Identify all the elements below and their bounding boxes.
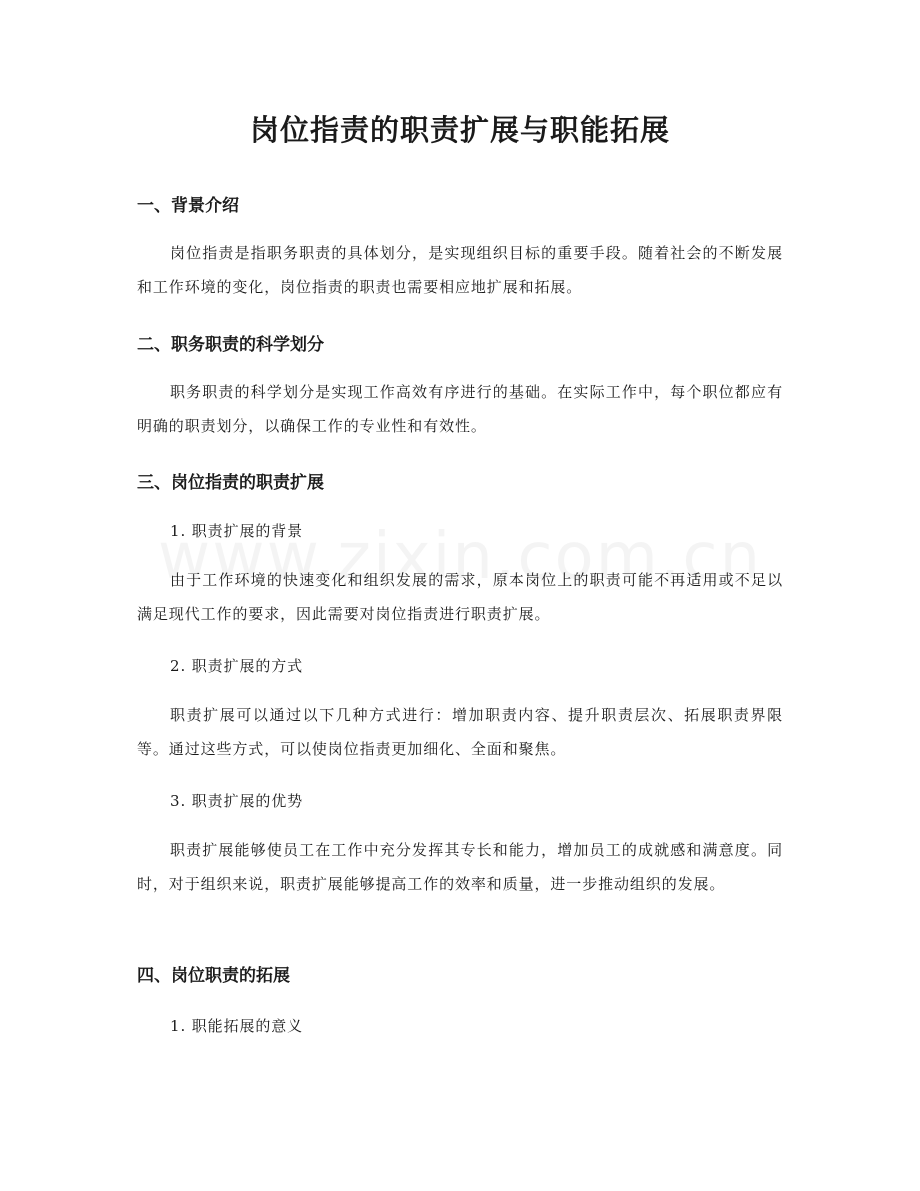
- page-title: 岗位指责的职责扩展与职能拓展: [249, 113, 670, 147]
- section-heading-background: 一、背景介绍: [137, 196, 239, 216]
- section-heading-division: 二、职务职责的科学划分: [137, 335, 324, 355]
- section-paragraph-division: 职务职责的科学划分是实现工作高效有序进行的基础。在实际工作中，每个职位都应有明确的职责划分，以确保工作的专业性和有效性。: [137, 383, 783, 435]
- paragraph-expansion-background: 由于工作环境的快速变化和组织发展的需求，原本岗位上的职责可能不再适用或不足以满足现代工作的要求，因此需要对岗位指责进行职责扩展。: [137, 571, 783, 623]
- section-heading-function-expansion: 四、岗位职责的拓展: [137, 966, 290, 986]
- subheading-expansion-methods: 2. 职责扩展的方式: [170, 657, 304, 675]
- subheading-function-meaning: 1. 职能拓展的意义: [170, 1017, 304, 1035]
- subheading-expansion-advantages: 3. 职责扩展的优势: [170, 792, 304, 810]
- paragraph-expansion-advantages: 职责扩展能够使员工在工作中充分发挥其专长和能力，增加员工的成就感和满意度。同时，对于组织来说，职责扩展能够提高工作的效率和质量，进一步推动组织的发展。: [137, 841, 783, 893]
- section-heading-duty-expansion: 三、岗位指责的职责扩展: [137, 473, 324, 493]
- subheading-expansion-background: 1. 职责扩展的背景: [170, 522, 304, 540]
- paragraph-expansion-methods: 职责扩展可以通过以下几种方式进行：增加职责内容、提升职责层次、拓展职责界限等。通过这些方式，可以使岗位指责更加细化、全面和聚焦。: [137, 706, 783, 758]
- section-paragraph-background: 岗位指责是指职务职责的具体划分，是实现组织目标的重要手段。随着社会的不断发展和工作环境的变化，岗位指责的职责也需要相应地扩展和拓展。: [137, 244, 783, 296]
